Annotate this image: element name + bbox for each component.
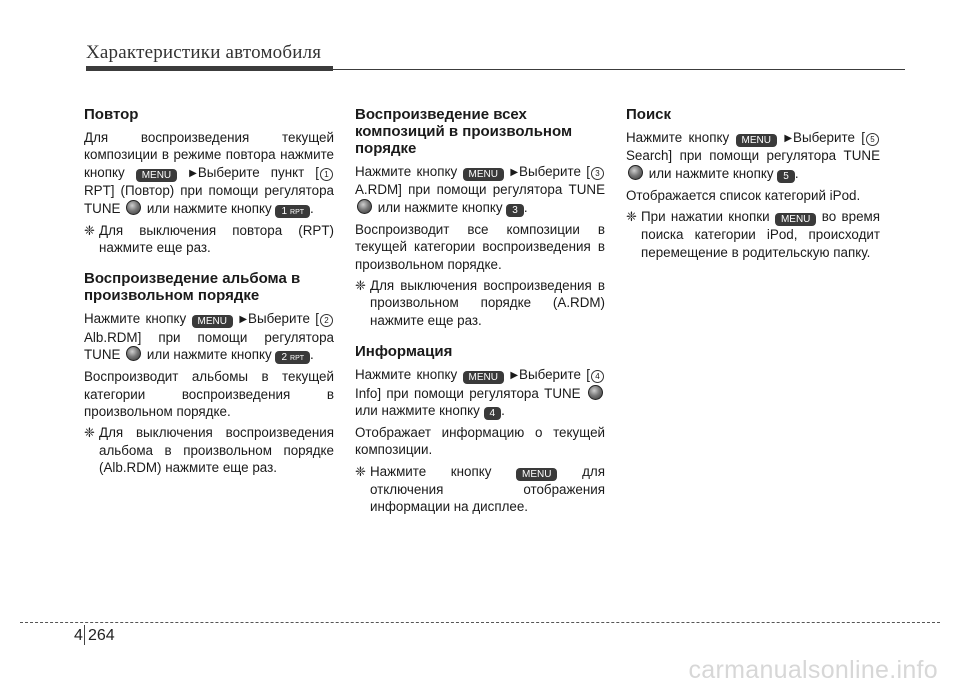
preset-button-sub: RPT: [290, 355, 305, 363]
info-note: [355, 463, 605, 516]
search-text-3: Search] при помощи регулятора TUNE: [626, 148, 880, 164]
preset-button-4-icon: 4: [484, 407, 502, 420]
repeat-note-text: Для выключения повтора (RPT) нажмите еще раз.: [99, 222, 334, 256]
menu-button-icon: MENU: [136, 169, 177, 182]
section-repeat: [84, 106, 334, 256]
footer-dashed-rule: [20, 622, 940, 623]
album-description: Воспроизводит альбомы в текущей категории воспроизведения в произвольном порядке.: [84, 369, 334, 420]
search-note-text-b: во время поиска категории iPod, происходит перемещение в родительскую папку.: [641, 209, 880, 260]
chapter-number: 4: [74, 627, 83, 644]
section-title-all-random: Воспроизведение всех композиций в произвольном порядке: [355, 106, 573, 157]
arrow-right-icon: ▶: [239, 314, 248, 326]
search-note-text-a: При нажатии кнопки: [641, 209, 770, 225]
tune-knob-icon: [126, 346, 141, 361]
tune-knob-icon: [126, 200, 141, 215]
header-rule-thick: [86, 66, 333, 71]
menu-button-icon: MENU: [192, 315, 233, 328]
menu-button-icon: MENU: [463, 168, 504, 181]
circled-number-icon: 2: [320, 314, 333, 327]
circled-number-icon: 4: [591, 370, 604, 383]
note-mark-icon: ❈: [626, 209, 637, 225]
info-note-text-a: Нажмите кнопку: [370, 463, 492, 479]
section-info: [355, 343, 605, 515]
section-search: [626, 106, 880, 261]
header-rule-thin: [333, 69, 905, 70]
section-title-search: Поиск: [626, 106, 672, 123]
all-random-text-2: Выберите [: [519, 164, 590, 179]
info-instructions: Нажмите кнопку MENU ▶Выберите [ 4Info] при помощи регулятора TUNE или нажмите кнопку 4 .: [355, 366, 605, 420]
search-note: [626, 208, 880, 261]
page-number: 264: [88, 627, 115, 644]
search-text-2: Выберите: [793, 130, 855, 145]
menu-button-icon: MENU: [516, 468, 557, 481]
section-title-info: Информация: [355, 343, 453, 361]
album-note-text: Для выключения воспроизведения альбома в произвольном порядке (Alb.RDM) нажмите еще раз.: [99, 425, 334, 476]
footer-divider: [84, 625, 85, 645]
preset-button-5-icon: 5: [777, 170, 795, 183]
info-text-4: или нажмите кнопку: [355, 403, 480, 419]
tune-knob-icon: [357, 199, 372, 214]
column-1: [84, 106, 334, 491]
menu-button-icon: MENU: [736, 134, 777, 147]
info-text-3: Info] при помощи регулятора TUNE: [355, 385, 581, 401]
all-random-description: Воспроизводит все композиции в текущей категории воспроизведения в произвольном порядке.: [355, 221, 605, 272]
preset-button-3-icon: 3: [506, 204, 524, 217]
menu-button-icon: MENU: [775, 213, 816, 226]
arrow-right-icon: ▶: [189, 167, 197, 179]
repeat-text-3: RPT] (Повтор) при помощи регулятора TUNE: [84, 183, 334, 216]
album-text-4: или нажмите кнопку: [146, 347, 272, 363]
preset-button-1-icon: [275, 205, 310, 218]
note-mark-icon: ❈: [355, 463, 366, 479]
all-random-instructions: Нажмите кнопку MENU ▶Выберите [ 3A.RDM] при помощи регулятора TUNE или нажмите кнопку 3 .: [355, 164, 605, 216]
section-title-album-random: Воспроизведение альбома в произвольном порядке: [84, 270, 301, 305]
info-text-2: Выберите [: [519, 367, 590, 383]
preset-button-number: 2: [281, 352, 288, 364]
all-random-note: [355, 277, 605, 329]
watermark-text: carmanualsonline.info: [688, 656, 938, 684]
section-album-random: [84, 270, 334, 476]
arrow-right-icon: ▶: [510, 370, 519, 382]
search-note-text: [641, 208, 880, 261]
note-mark-icon: ❈: [84, 222, 95, 238]
preset-button-number: 1: [281, 205, 288, 217]
menu-button-icon: MENU: [463, 371, 504, 384]
info-description: Отображает информацию о текущей композиции.: [355, 425, 605, 458]
column-2: [355, 106, 605, 530]
info-text-1: Нажмите кнопку: [355, 367, 458, 383]
album-note: [84, 424, 334, 476]
repeat-text-4: или нажмите кнопку: [146, 200, 272, 216]
album-text-1: Нажмите кнопку: [84, 311, 187, 327]
circled-number-icon: 5: [866, 133, 879, 146]
album-text-2: Выберите [: [248, 311, 319, 327]
note-mark-icon: ❈: [84, 425, 95, 441]
page-header-title: Характеристики автомобиля: [86, 42, 322, 63]
repeat-text-1: Для воспроизведения текущей композиции в режиме повтора нажмите кнопку: [84, 130, 334, 180]
album-instructions: Нажмите кнопку MENU ▶Выберите [ 2Alb.RDM] при помощи регулятора TUNE или нажмите кнопку 2 RPT .: [84, 311, 334, 364]
circled-number-icon: 3: [591, 167, 604, 180]
all-random-note-text: Для выключения воспроизведения в произвольном порядке (A.RDM) нажмите еще раз.: [370, 278, 605, 328]
arrow-right-icon: ▶: [510, 167, 519, 178]
search-text-1: Нажмите кнопку: [626, 130, 730, 145]
all-random-text-4: или нажмите кнопку: [377, 199, 503, 215]
album-text-3: Alb.RDM] при помощи регулятора TUNE: [84, 329, 334, 363]
tune-knob-icon: [588, 385, 603, 400]
search-description: Отображается список категорий iPod.: [626, 187, 861, 203]
section-title-repeat: Повтор: [84, 106, 139, 123]
repeat-instructions: Для воспроизведения текущей композиции в режиме повтора нажмите кнопку MENU ▶Выберите пункт [ 1RPT] (Повтор) при помощи регулятора TUNE или нажмите кнопку 1 RPT .: [84, 130, 334, 217]
repeat-note: [84, 222, 334, 257]
all-random-text-3: A.RDM] при помощи регулятора TUNE: [355, 182, 605, 198]
info-note-text: [370, 463, 605, 516]
arrow-right-icon: ▶: [784, 133, 793, 144]
tune-knob-icon: [628, 165, 643, 180]
preset-button-sub: RPT: [290, 208, 305, 216]
section-all-random: [355, 106, 605, 329]
preset-button-2-icon: [275, 351, 310, 364]
all-random-text-1: Нажмите кнопку: [355, 164, 458, 179]
info-note-text-b: для отключения отображения информации на дисплее.: [370, 463, 605, 515]
search-text-4: или нажмите кнопку: [648, 165, 774, 181]
note-mark-icon: ❈: [355, 278, 366, 294]
search-instructions: Нажмите кнопку MENU ▶Выберите [ 5Search] при помощи регулятора TUNE или нажмите кнопку 5 .: [626, 130, 880, 182]
column-3: [626, 106, 880, 275]
circled-number-icon: 1: [320, 168, 333, 181]
repeat-text-2: Выберите пункт [: [197, 164, 319, 180]
